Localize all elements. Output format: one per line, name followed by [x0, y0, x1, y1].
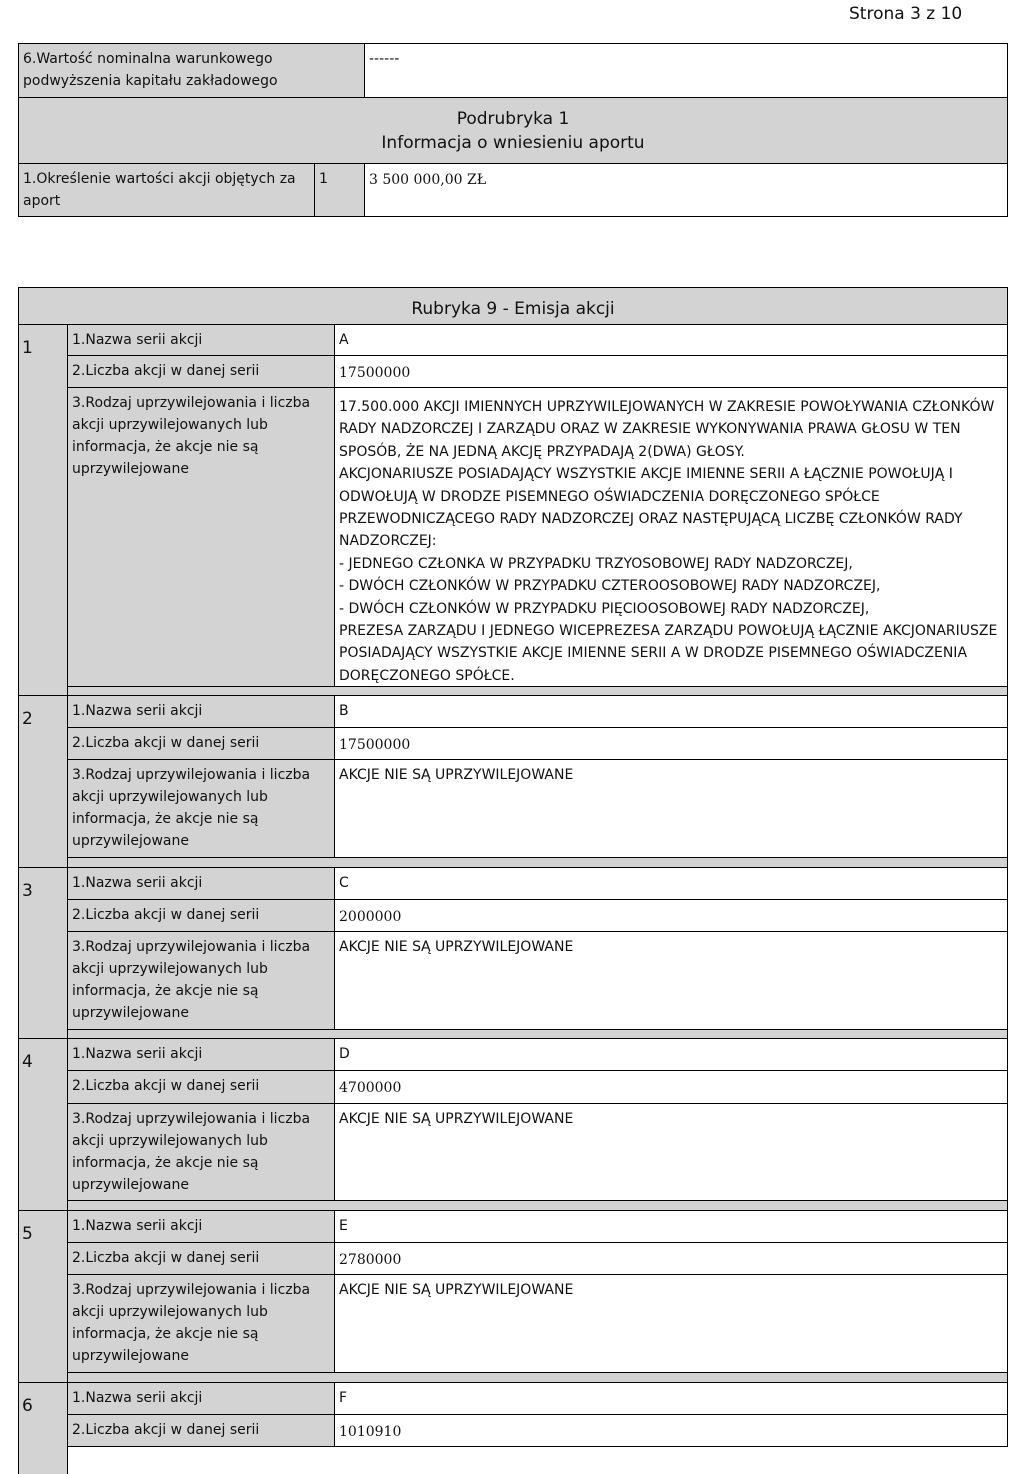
series-privilege-label: 3.Rodzaj uprzywilejowania i liczba akcji uprzywilejowanych lub informacja, że akcje nie są uprzywilejowane: [67, 759, 335, 858]
series-count-value: 17500000: [334, 727, 1008, 760]
series-count-value: 17500000: [334, 355, 1008, 388]
series-count-label: 2.Liczba akcji w danej serii: [67, 1070, 335, 1104]
series-name-value: B: [334, 695, 1008, 728]
series-name-label: 1.Nazwa serii akcji: [67, 1038, 335, 1071]
aport-value: 3 500 000,00 ZŁ: [364, 163, 1008, 217]
series-count-value: 4700000: [334, 1070, 1008, 1104]
series-number: 2: [18, 695, 68, 868]
subsection-title: Podrubryka 1: [456, 109, 570, 129]
series-count-value: 1010910: [334, 1414, 1008, 1447]
subsection-header: [18, 97, 1008, 164]
series-name-value: D: [334, 1038, 1008, 1071]
series-privilege-value: AKCJE NIE SĄ UPRZYWILEJOWANE: [334, 1103, 1008, 1201]
series-name-label: 1.Nazwa serii akcji: [67, 695, 335, 728]
series-privilege-label: 3.Rodzaj uprzywilejowania i liczba akcji uprzywilejowanych lub informacja, że akcje nie są uprzywilejowane: [67, 1274, 335, 1373]
series-count-label: 2.Liczba akcji w danej serii: [67, 899, 335, 932]
series-number: 5: [18, 1210, 68, 1383]
series-name-label: 1.Nazwa serii akcji: [67, 867, 335, 900]
series-name-label: 1.Nazwa serii akcji: [67, 1210, 335, 1243]
series-privilege-value: 17.500.000 AKCJI IMIENNYCH UPRZYWILEJOWANYCH W ZAKRESIE POWOŁYWANIA CZŁONKÓW RADY NADZORCZEJ I ZARZĄDU ORAZ W ZAKRESIE WYKONYWANIA PRAWA GŁOSU W TEN SPOSÓB, ŻE NA JEDNĄ AKCJĘ PRZYPADAJĄ 2(DWA) GŁOSY. AKCJONARIUSZE POSIADAJĄCY WSZYSTKIE AKCJE IMIENNE SERII A ŁĄCZNIE POWOŁUJĄ I ODWOŁUJĄ W DRODZE PISEMNEGO OŚWIADCZENIA DORĘCZONEGO SPÓŁCE PRZEWODNICZĄCEGO RADY NADZORCZEJ ORAZ NASTĘPUJĄCĄ LICZBĘ CZŁONKÓW RADY NADZORCZEJ: - JEDNEGO CZŁONKA W PRZYPADKU TRZYOSOBOWEJ RADY NADZORCZEJ, - DWÓCH CZŁONKÓW W PRZYPADKU CZTEROOSOBOWEJ RADY NADZORCZEJ, - DWÓCH CZŁONKÓW W PRZYPADKU PIĘCIOOSOBOWEJ RADY NADZORCZEJ, PREZESA ZARZĄDU I JEDNEGO WICEPREZESA ZARZĄDU POWOŁUJĄ ŁĄCZNIE AKCJONARIUSZE POSIADAJĄCY WSZYSTKIE AKCJE IMIENNE SERII A W DRODZE PISEMNEGO OŚWIADCZENIA DORĘCZONEGO SPÓŁCE.: [334, 387, 1008, 687]
series-name-label: 1.Nazwa serii akcji: [67, 1382, 335, 1415]
series-privilege-value: AKCJE NIE SĄ UPRZYWILEJOWANE: [334, 931, 1008, 1030]
series-number: 1: [18, 324, 68, 696]
series-name-value: E: [334, 1210, 1008, 1243]
series-number: 6: [18, 1382, 68, 1474]
series-privilege-label: 3.Rodzaj uprzywilejowania i liczba akcji uprzywilejowanych lub informacja, że akcje nie są uprzywilejowane: [67, 931, 335, 1030]
rubryka-title: Rubryka 9 - Emisja akcji: [18, 287, 1008, 325]
series-count-value: 2780000: [334, 1242, 1008, 1275]
series-name-value: F: [334, 1382, 1008, 1415]
page-number: Strona 3 z 10: [849, 4, 963, 24]
series-privilege-value: AKCJE NIE SĄ UPRZYWILEJOWANE: [334, 759, 1008, 858]
series-number: 3: [18, 867, 68, 1039]
nominal-value: ------: [364, 43, 1008, 98]
subsection-subtitle: Informacja o wniesieniu aportu: [381, 133, 645, 153]
series-name-label: 1.Nazwa serii akcji: [67, 324, 335, 356]
series-privilege-value: AKCJE NIE SĄ UPRZYWILEJOWANE: [334, 1274, 1008, 1373]
series-privilege-label: 3.Rodzaj uprzywilejowania i liczba akcji uprzywilejowanych lub informacja, że akcje nie są uprzywilejowane: [67, 1103, 335, 1201]
series-count-label: 2.Liczba akcji w danej serii: [67, 1242, 335, 1275]
series-name-value: C: [334, 867, 1008, 900]
aport-label: 1.Określenie wartości akcji objętych za aport: [18, 163, 315, 217]
aport-index: 1: [314, 163, 365, 217]
series-number: 4: [18, 1038, 68, 1211]
series-count-label: 2.Liczba akcji w danej serii: [67, 1414, 335, 1447]
series-count-value: 2000000: [334, 899, 1008, 932]
series-count-label: 2.Liczba akcji w danej serii: [67, 727, 335, 760]
series-privilege-label: 3.Rodzaj uprzywilejowania i liczba akcji uprzywilejowanych lub informacja, że akcje nie są uprzywilejowane: [67, 387, 335, 687]
series-name-value: A: [334, 324, 1008, 356]
series-count-label: 2.Liczba akcji w danej serii: [67, 355, 335, 388]
nominal-value-label: 6.Wartość nominalna warunkowego podwyższenia kapitału zakładowego: [18, 43, 365, 98]
